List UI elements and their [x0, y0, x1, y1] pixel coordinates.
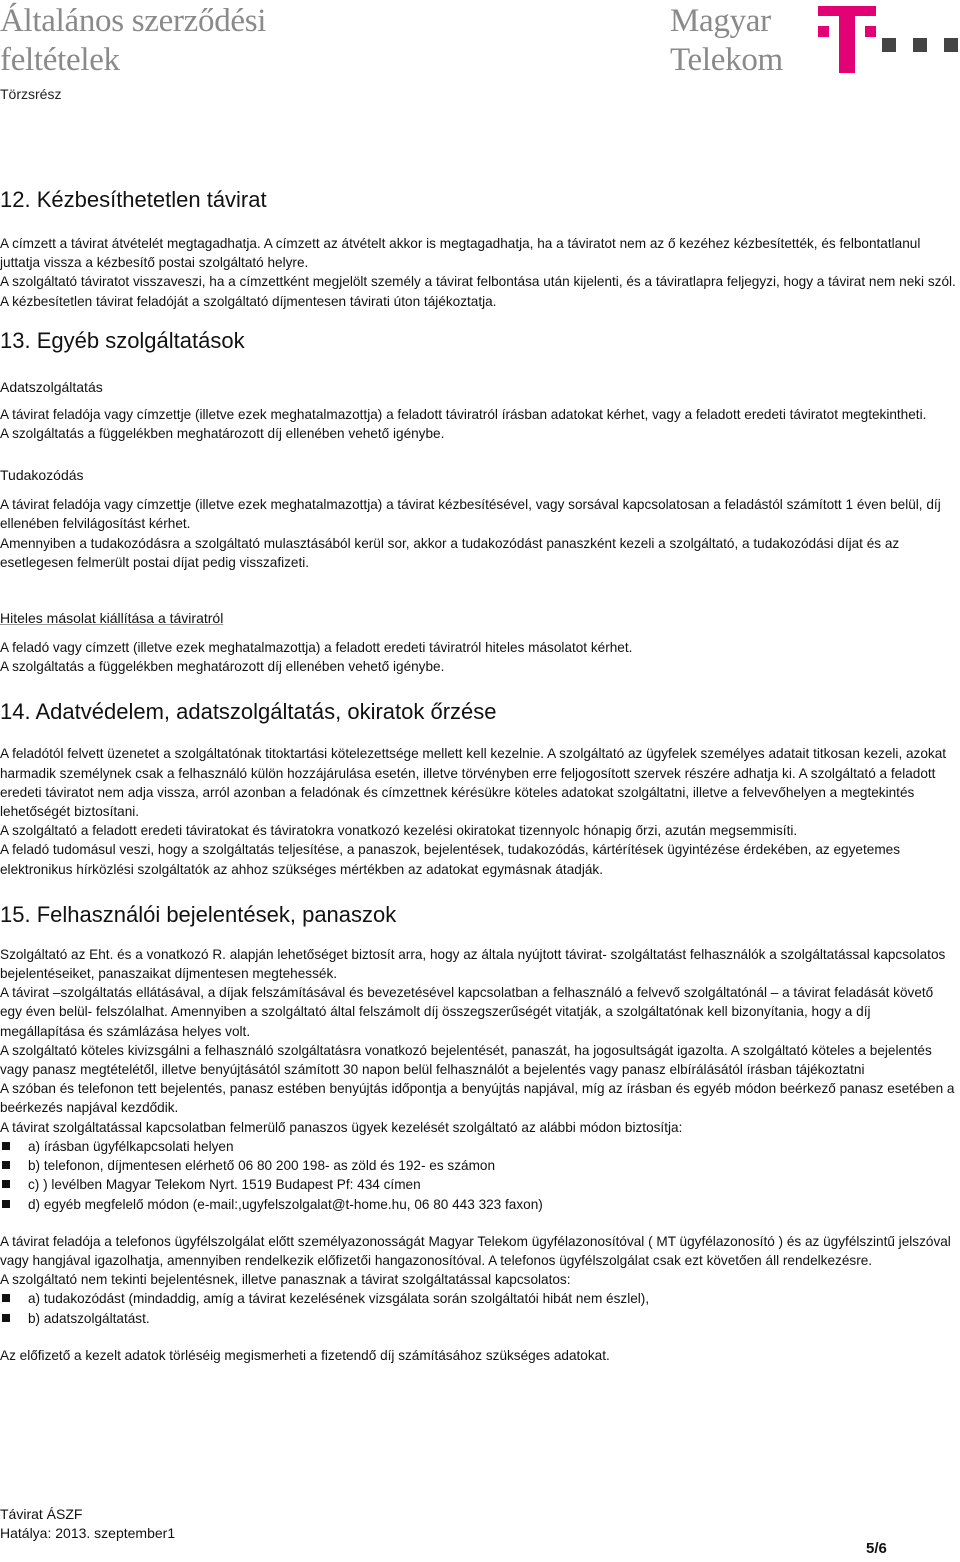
- square-bullet-icon: [2, 1180, 10, 1188]
- list-item: [0, 1289, 958, 1308]
- section-13-paragraph: Amennyiben a tudakozódásra a szolgáltató mulasztásából kerül sor, akkor a tudakozódást panaszként kezeli a szolgáltató, a tudakozódási díjat és az esetlegesen felmerült postai díjat pedig visszafizeti.: [0, 535, 900, 570]
- footer-document-name: Távirat ÁSZF: [0, 1506, 83, 1522]
- list-item: [0, 1195, 958, 1214]
- section-15-paragraph: A távirat szolgáltatással kapcsolatban felmerülő panaszos ügyek kezelését szolgáltató az alábbi módon biztosítja:: [0, 1119, 683, 1135]
- list-item: [0, 1156, 958, 1175]
- telekom-logo-icon: [818, 6, 960, 74]
- section-12-paragraph: A címzett a távirat átvételét megtagadhatja. A címzett az átvételt akkor is megtagadhatja, ha a táviratot nem az ő kezéhez kézbesítették, és felbontatlanul juttatja vissza a kézbesítő postai szolgáltató helyre.: [0, 236, 921, 271]
- document-body: [0, 186, 958, 1365]
- list-item-text: c) ) levélben Magyar Telekom Nyrt. 1519 Budapest Pf: 434 címen: [28, 1177, 421, 1193]
- square-bullet-icon: [2, 1294, 10, 1302]
- section-15-paragraph: A szolgáltató köteles kivizsgálni a felhasználó szolgáltatásra vonatkozó bejelentését, panaszát, ha jogosultságát igazolta. A szolgáltató köteles a bejelentés vagy panasz megtételétől, illetve benyújtásától számított 30 napon belül felhasználót a bejelentés vagy panasz elbírálásától írásban tájékoztatni: [0, 1042, 932, 1078]
- document-subtitle: Törzsrész: [0, 86, 62, 102]
- section-14-paragraph: A szolgáltató a feladott eredeti táviratokat és táviratokra vonatkozó kezelési okiratokat tizennyolc hónapig őrzi, azután megsemmisíti.: [0, 823, 798, 839]
- list-item-text: b) adatszolgáltatást.: [28, 1310, 150, 1326]
- section-13-paragraph: A szolgáltatás a függelékben meghatározott díj ellenében vehető igénybe.: [0, 426, 445, 442]
- square-bullet-icon: [2, 1142, 10, 1150]
- list-item: [0, 1309, 958, 1328]
- square-bullet-icon: [2, 1314, 10, 1322]
- subheading-adatszolgaltatas: Adatszolgáltatás: [0, 378, 103, 395]
- section-13-paragraph: A szolgáltatás a függelékben meghatározott díj ellenében vehető igénybe.: [0, 659, 445, 675]
- list-item-text: d) egyéb megfelelő módon (e-mail:,ugyfelszolgalat@t-home.hu, 06 80 443 323 faxon): [28, 1196, 543, 1212]
- section-13-heading: 13. Egyéb szolgáltatások: [0, 327, 245, 353]
- list-item-text: a) tudakozódást (mindaddig, amíg a távirat kezelésének vizsgálata során szolgáltatói hibát nem észlel),: [28, 1291, 650, 1307]
- list-item: [0, 1175, 958, 1194]
- list-item-text: a) írásban ügyfélkapcsolati helyen: [28, 1138, 234, 1154]
- square-bullet-icon: [2, 1161, 10, 1169]
- subheading-hiteles-masolat: Hiteles másolat kiállítása a táviratról: [0, 610, 224, 627]
- brand-line1: Magyar: [670, 3, 771, 39]
- brand-line2: Telekom: [670, 42, 783, 78]
- section-12-heading: 12. Kézbesíthetetlen távirat: [0, 187, 267, 212]
- section-15-paragraph: Szolgáltató az Eht. és a vonatkozó R. alapján lehetőséget biztosít arra, hogy az általa nyújtott távirat- szolgáltatást felhasználók a szolgáltatással kapcsolatos bejelentéseiket, panaszaikat díjmentesen megtehessék.: [0, 946, 946, 982]
- section-13-paragraph: A feladó vagy címzett (illetve ezek meghatalmazottja) a feladott eredeti táviratról hiteles másolatot kérhet.: [0, 640, 633, 656]
- section-13-paragraph: A távirat feladója vagy címzettje (illetve ezek meghatalmazottja) a távirat kézbesítésével, vagy sorsával kapcsolatosan a feladástól számított 1 éven belül, díj ellenében felvilágosítást kérhet.: [0, 497, 941, 532]
- brand-name: [670, 2, 783, 80]
- section-15-paragraph: A szóban és telefonon tett bejelentés, panasz estében benyújtás időpontja a benyújtás napjával, míg az írásban és egyéb módon beérkező panasz esetében a beérkezés napjával kezdődik.: [0, 1081, 955, 1116]
- section-15-paragraph: A szolgáltató nem tekinti bejelentésnek, illetve panasznak a távirat szolgáltatással kapcsolatos:: [0, 1272, 571, 1288]
- section-14-paragraph: A feladótól felvett üzenetet a szolgáltatónak titoktartási kötelezettsége mellett kell kezelnie. A szolgáltató az ügyfelek személyes adatait titkosan kezeli, azokat harmadik személynek csak a felhasználó külön hozzájárulása esetén, illetve törvényben erre feljogosított szervek részére adhatja ki. A szolgáltató a feladott eredeti táviratot nem adja vissza, arról azonban a feladónak és címzettnek kérésükre köteles adatokat szolgáltatni, illetve a felvevőhelyen a megtekintés lehetőségét biztosítani.: [0, 746, 947, 820]
- section-13-paragraph: A távirat feladója vagy címzettje (illetve ezek meghatalmazottja) a feladott táviratról írásban adatokat kérhet, vagy a feladott eredeti táviratot megtekintheti.: [0, 406, 927, 422]
- section-15-paragraph: Az előfizető a kezelt adatok törléséig megismerheti a fizetendő díj számításához szükséges adatokat.: [0, 1347, 610, 1363]
- footer: [0, 1505, 175, 1543]
- non-complaint-list: [0, 1289, 958, 1327]
- section-14-paragraph: A feladó tudomásul veszi, hogy a szolgáltatás teljesítése, a panaszok, bejelentések, tudakozódás, kártérítések ügyintézése érdekében, az egyetemes elektronikus hírközlési szolgáltatók az ahhoz szükséges mértékben az adatokat egymásnak átadják.: [0, 842, 900, 877]
- section-15-paragraph: A távirat feladója a telefonos ügyfélszolgálat előtt személyazonosságát Magyar Telekom ügyfélazonosítóval ( MT ügyfélazonosító ) és az ügyfélszintű jelszóval vagy hangjával igazolhatja, amennyiben rendelkezik előfizetői hangazonosítóval. A telefonos ügyfélszolgálat csak ezt követően áll rendelkezésre.: [0, 1233, 951, 1268]
- section-15-heading: 15. Felhasználói bejelentések, panaszok: [0, 901, 397, 927]
- square-bullet-icon: [2, 1200, 10, 1208]
- document-title-line2: feltételek: [0, 42, 120, 78]
- list-item: [0, 1137, 958, 1156]
- subheading-tudakozodas: Tudakozódás: [0, 467, 84, 484]
- section-12-paragraph: A szolgáltató táviratot visszaveszi, ha a címzettként megjelölt személy a távirat felbontása után kijelenti, és a táviratlapra feljegyzi, hogy a távirat nem neki szól. A kézbesítetlen távirat feladóját a szolgáltató díjmentesen távirati úton tájékoztatja.: [0, 274, 956, 309]
- document-title: [0, 2, 266, 80]
- document-title-line1: Általános szerződési: [0, 3, 267, 39]
- page-number: 5/6: [866, 1540, 887, 1557]
- footer-effective-date: Hatálya: 2013. szeptember1: [0, 1525, 176, 1541]
- list-item-text: b) telefonon, díjmentesen elérhető 06 80 200 198- as zöld és 192- es számon: [28, 1158, 496, 1174]
- section-14-heading: 14. Adatvédelem, adatszolgáltatás, okiratok őrzése: [0, 699, 497, 725]
- section-15-paragraph: A távirat –szolgáltatás ellátásával, a díjak felszámításával és bevezetésével kapcsolatban a felhasználó a felvevő szolgáltatónál – a távirat feladását követő egy éven belül- felszólalhat. Amennyiben a szolgáltató által felszámolt díj összegszerűségét vitatják, a szolgáltatónak kell bizonyítania, hogy a díj megállapítása és számlázása helyes volt.: [0, 985, 934, 1039]
- complaint-channels-list: [0, 1137, 958, 1214]
